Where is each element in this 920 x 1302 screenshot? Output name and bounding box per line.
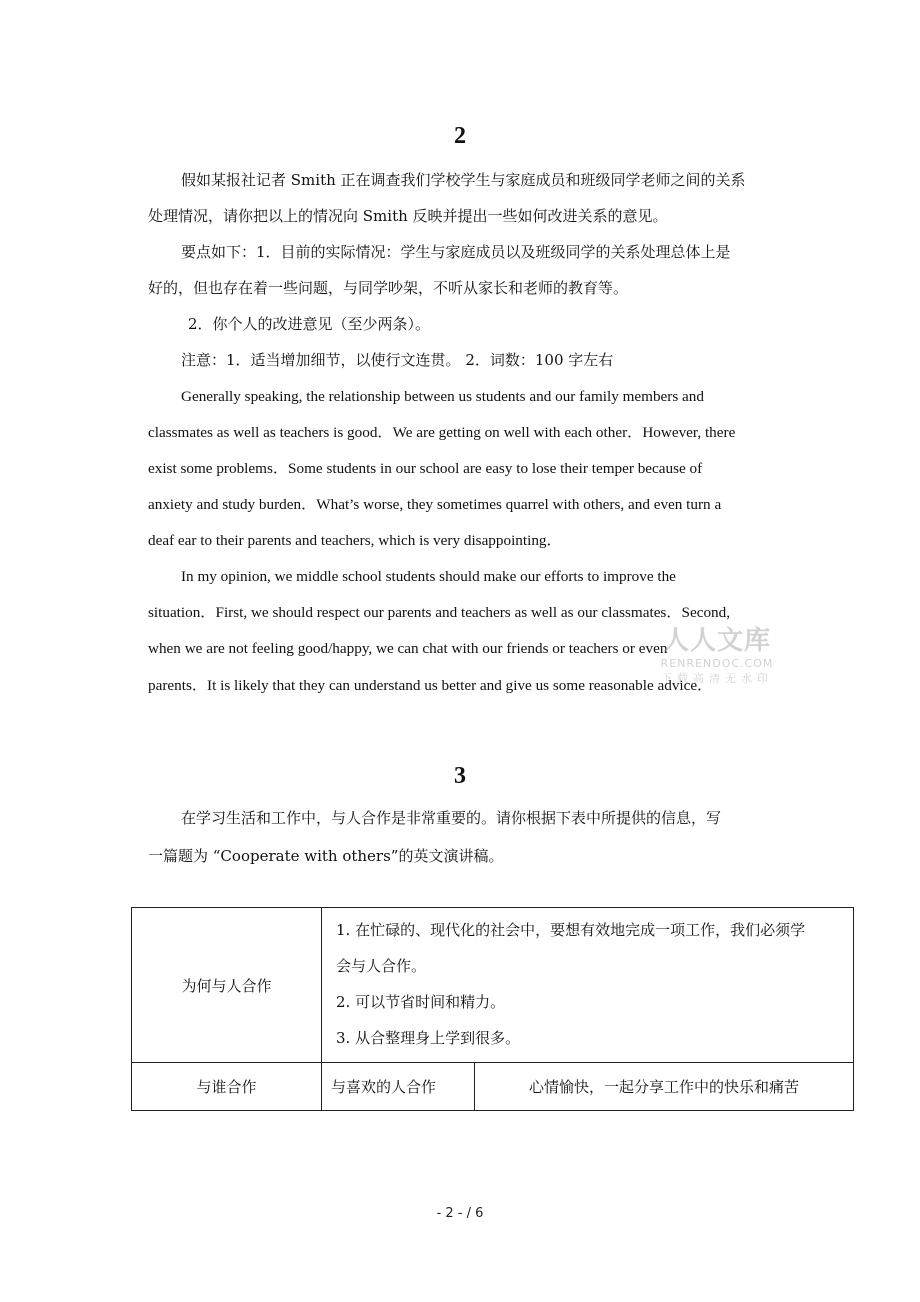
prompt-line: 注意：1．适当增加细节，以使行文连贯。 2．词数：100 字左右: [181, 351, 614, 369]
watermark-domain: RENRENDOC.COM: [660, 657, 774, 670]
essay-line: Generally speaking, the relationship between us students and our family members and: [181, 388, 704, 405]
info-table: [131, 907, 854, 1111]
prompt-line: 2．你个人的改进意见（至少两条）。: [188, 315, 431, 333]
essay-line: In my opinion, we middle school students should make our efforts to improve the: [181, 568, 676, 585]
prompt-line: 好的，但也存在着一些问题，与同学吵架，不听从家长和老师的教育等。: [148, 279, 629, 297]
prompt-line: 要点如下：1．目前的实际情况：学生与家庭成员以及班级同学的关系处理总体上是: [181, 243, 731, 261]
page-number: - 2 - / 6: [436, 1206, 484, 1221]
prompt-line: 一篇题为 “Cooperate with others”的英文演讲稿。: [148, 847, 504, 865]
reason-line: 3. 从合整理身上学到很多。: [336, 1029, 521, 1047]
essay-line: parents．It is likely that they can understand us better and give us some reasonable advice．: [148, 677, 713, 694]
prompt-line: 在学习生活和工作中，与人合作是非常重要的。请你根据下表中所提供的信息，写: [181, 809, 722, 827]
watermark-logo: [652, 620, 782, 686]
prompt-line: 假如某报社记者 Smith 正在调查我们学校学生与家庭成员和班级同学老师之间的关系: [181, 171, 746, 189]
table-header-cell: 与谁合作: [132, 1063, 322, 1111]
essay-line: classmates as well as teachers is good．We are getting on well with each other．However, there: [148, 424, 736, 441]
essay-line: situation．First, we should respect our parents and teachers as well as our classmates．Second,: [148, 604, 731, 621]
table-row: [132, 1063, 854, 1111]
reason-line: 1. 在忙碌的、现代化的社会中，要想有效地完成一项工作，我们必须学: [336, 921, 806, 939]
reasons-cell: [322, 908, 854, 1063]
prompt-line: 处理情况，请你把以上的情况向 Smith 反映并提出一些如何改进关系的意见。: [148, 207, 668, 225]
section-2-number: 2: [454, 123, 466, 149]
section-3-number: 3: [454, 763, 466, 789]
essay-line: exist some problems．Some students in our school are easy to lose their temper because of: [148, 460, 703, 477]
essay-line: when we are not feeling good/happy, we can chat with our friends or teachers or even: [148, 640, 668, 657]
watermark-tagline: 下载高清无水印: [661, 672, 773, 685]
essay-line: deaf ear to their parents and teachers, which is very disappointing．: [148, 532, 562, 549]
table-row: [132, 908, 854, 1063]
essay-line: anxiety and study burden．What’s worse, they sometimes quarrel with others, and even turn a: [148, 496, 722, 513]
table-cell: 心情愉快，一起分享工作中的快乐和痛苦: [475, 1063, 854, 1111]
table-cell: 与喜欢的人合作: [322, 1063, 475, 1111]
watermark-title: 人人文库: [662, 626, 771, 656]
reason-line: 会与人合作。: [336, 957, 427, 975]
table-header-cell: 为何与人合作: [132, 908, 322, 1063]
reason-line: 2. 可以节省时间和精力。: [336, 993, 506, 1011]
